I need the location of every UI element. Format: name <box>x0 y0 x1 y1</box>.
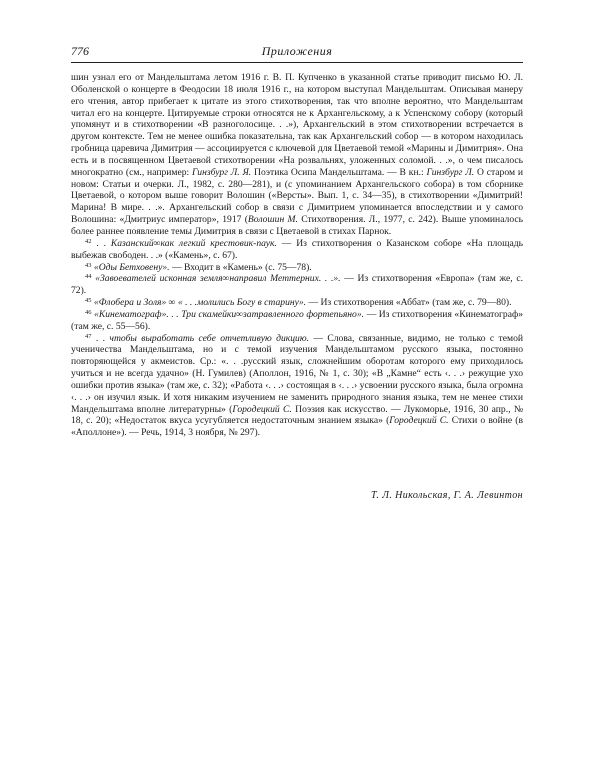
footnote-42 <box>71 238 523 262</box>
text-run: . . <box>91 332 110 344</box>
footnote-43 <box>71 262 523 274</box>
text-run: шин узнал его от Мандельштама летом 1916 г. В. П. Купченко в указанной статье приводит письмо Ю. Л. Оболенской о концерте в Феодосии 18 июля 1916 г., на котором выступал Мандельштам. Описывая манеру его чтения, автор прибегает к цитате из этого стихотворения, так что вполне вероятно, что Мандельштам читал его на концерте. Цитируемые строки относятся не к Архангельскому, а к Успенскому собору (который упомянут и в стихотворении «В разноголосице. . .»), Архангельский в этом стихотворении встречается в другом контексте. Тем не менее ошибка показательна, так как Архангельский собор — в котором находилась гробница царевича Димитрия — ассоциируется с ключевой для Цветаевой темой «Марины и Димитрия». Она есть и в посвященном Цветаевой стихотворении «На розвальнях, уложенных соломой. . .», о чем писалось многократно (см., например: <box>71 72 523 178</box>
italic-run: Гинзбург Л. <box>426 166 475 178</box>
page-number: 776 <box>71 44 89 58</box>
italic-run: чтобы выработать себе отчетливую дикцию. <box>109 332 310 344</box>
italic-run: Городецкий С. <box>232 403 292 415</box>
running-title: Приложения <box>261 44 333 58</box>
italic-run: «Оды Бетховену». <box>93 261 170 273</box>
text-run: — Из стихотворения о Казанском соборе «На площадь выбежав свободен. . .» («Камень», с. 67). <box>71 237 523 261</box>
italic-run: «Завоевателей исконная земля∞направил Меттерних. . .». <box>95 273 341 285</box>
text-run: — Из стихотворения «Аббат» (там же, с. 79—80). <box>306 297 512 309</box>
footnote-number: 43 <box>85 261 92 269</box>
text-run: О старом и новом: Статьи и очерки. Л., 1982, с. 280—281), и (с упоминанием Архангельского собора) в том сборнике Цветаевой, о котором выше говорит Волошин («Версты». Вып. 1, с. 34—35), в стихотворении «Димитрий! Марина! В мире. . .». Архангельский собор в связи с Димитрием упоминается впоследствии и у самого Волошина: «Дмитриус император», 1917 ( <box>71 166 523 226</box>
italic-run: Волошин М. <box>247 214 298 226</box>
text-run: Стихи о войне (в «Аполлоне»). — Речь, 1914, 3 ноября, № 297). <box>71 415 524 439</box>
page-header <box>71 44 523 64</box>
footnote-44 <box>71 273 523 297</box>
author-signature: Т. Л. Никольская, Г. А. Левинтон <box>371 490 523 501</box>
footnote-number: 46 <box>85 308 92 316</box>
text-run: Поэзия как искусство. — Лукоморье, 1916, 30 апр., № 18, с. 20); «Недостаток вкуса усугубляется недостаточным знанием языка» ( <box>71 403 523 427</box>
text-run: — Из стихотворения «Кинематограф» (там же, с. 55—56). <box>71 308 523 332</box>
italic-run: «Флобера и Золя» ∞ « . . .молились Богу в старину». <box>93 297 307 309</box>
text-run: — Слова, связанные, видимо, не только с темой ученичества Мандельштама, но и с темой изучения Мандельштамом русского языка, постоянно повторяющейся у акмеистов. Ср.: «. . .русский язык, сложнейшим оборотам которого ему приходилось учиться и не всегда удачно» (Н. Гумилев) (Аполлон, 1916, № 1, с. 30); «В „Камне“ есть ‹. . .› режущие ухо ошибки против языка» (там же, с. 32); «Работа ‹. . .› состоящая в ‹. . .› усвоении русского языка, была огромна ‹. . .› он изучил язык. И хотя никаким изучением не заменить природного знания языка, тем не менее стихи Мандельштама вполне литературны» ( <box>71 332 524 415</box>
text-run: — Из стихотворения «Европа» (там же, с. 72). <box>71 273 524 297</box>
footnote-47 <box>71 333 523 440</box>
text-run: Поэтика Осипа Мандельштама. — В кн.: <box>251 166 427 178</box>
footnote-number: 45 <box>85 297 92 305</box>
footnote-45 <box>71 297 523 309</box>
text-run: — Входит в «Камень» (с. 75—78). <box>169 261 312 273</box>
italic-run: Казанский∞как легкий крестовик-паук. <box>110 237 277 249</box>
commentary-body <box>71 72 523 439</box>
italic-run: Городецкий С. <box>389 415 449 427</box>
italic-run: Гинзбург Л. Я. <box>192 166 252 178</box>
footnote-number: 42 <box>85 237 92 245</box>
text-run: . . <box>91 237 111 249</box>
continued-paragraph <box>71 72 523 238</box>
footnote-46 <box>71 309 523 333</box>
text-run: Стихотворения. Л., 1977, с. 242). Выше упоминалось более раннее появление темы Димитрия в связи с Цветаевой в стихах Парнок. <box>71 214 523 237</box>
italic-run: «Кинематограф». . . Три скамейки∞затравленного фортепьяно». <box>94 308 365 320</box>
footnote-number: 47 <box>85 332 92 340</box>
footnote-number: 44 <box>85 273 92 281</box>
header-rule <box>71 62 523 63</box>
